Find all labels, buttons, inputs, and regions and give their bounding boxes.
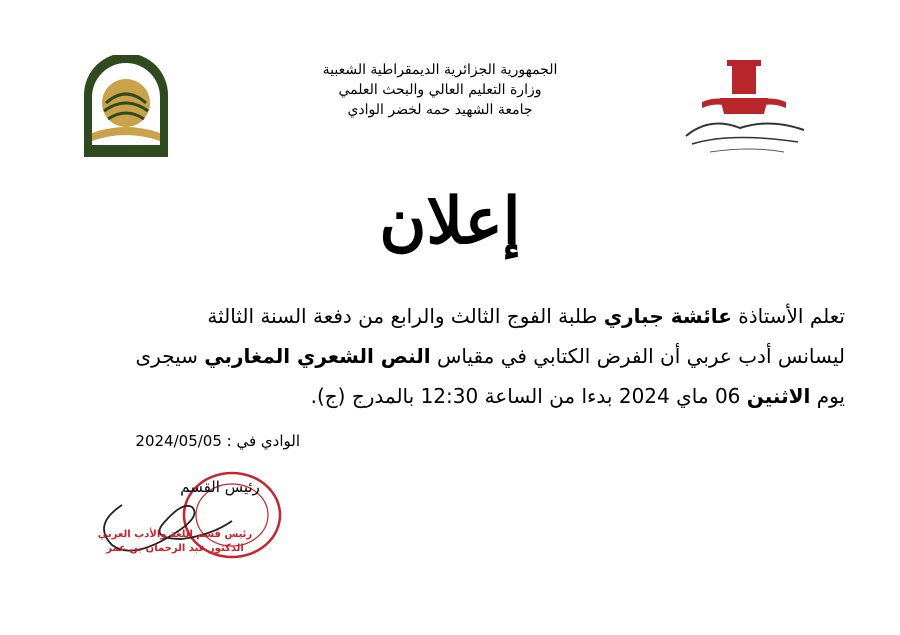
faculty-logo (680, 58, 810, 158)
header-line-university: جامعة الشهيد حمه لخضر الوادي (347, 102, 533, 118)
teacher-name: عائشة جباري (603, 304, 732, 328)
body-line-2: ليسانس أدب عربي أن الفرض الكتابي في مقياس النص الشعري المغاربي سيجرى (135, 344, 845, 368)
announcement-title: إعلان (379, 184, 521, 259)
issue-date-value: 2024/05/05 (135, 432, 222, 450)
course-name: النص الشعري المغاربي (204, 344, 431, 368)
exam-day: الاثنين (746, 384, 811, 408)
stamp-line-1: رئيس قسم اللغة والأدب العربي (97, 529, 253, 540)
body-line-3: يوم الاثنين 06 ماي 2024 بدءا من الساعة 12:30 بالمدرج (ج). (310, 384, 845, 408)
university-logo (78, 55, 174, 159)
body-line-1: تعلم الأستاذة عائشة جباري طلبة الفوج الثالث والرابع من دفعة السنة الثالثة (207, 304, 845, 328)
stamp-text (75, 528, 275, 556)
header-line-republic: الجمهورية الجزائرية الديمقراطية الشعبية (322, 62, 558, 78)
header (300, 60, 580, 120)
stamp-line-2: الدكتور عبد الرحمان بن عمر (106, 543, 244, 554)
signature-label: رئيس القسم (180, 478, 260, 496)
header-line-ministry: وزارة التعليم العالي والبحث العلمي (338, 82, 542, 98)
announcement-body (55, 296, 845, 416)
issue-date: الوادي في : 2024/05/05 (135, 432, 300, 450)
